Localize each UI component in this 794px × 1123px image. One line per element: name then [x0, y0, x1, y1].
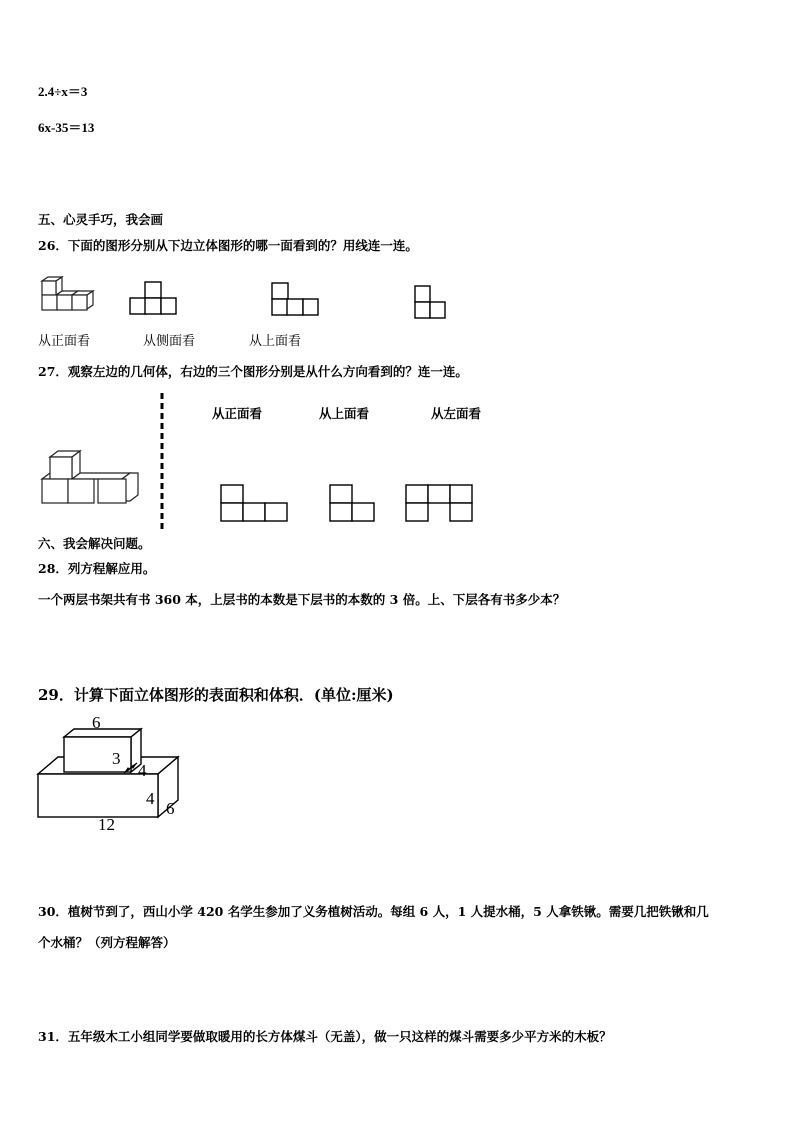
question-29-text: 29．计算下面立体图形的表面积和体积．(单位:厘米)	[38, 686, 394, 704]
q26-label-side: 从侧面看	[143, 334, 196, 349]
dashed-divider	[159, 393, 165, 533]
question-30-line-1: 30．植树节到了，西山小学 420 名学生参加了义务植树活动。每组 6 人，1 人提水桶，5 人拿铁锹。需要几把铁锹和几	[38, 904, 709, 919]
dim-small-height: 3	[112, 749, 121, 768]
dim-big-width: 6	[166, 799, 175, 818]
dim-big-height: 4	[146, 789, 155, 808]
q26-label-front: 从正面看	[38, 334, 91, 349]
equation-1: 2.4÷x＝3	[38, 84, 88, 99]
dim-small-length: 6	[92, 713, 101, 732]
question-26-text: 26．下面的图形分别从下边立体图形的哪一面看到的？用线连一连。	[38, 238, 418, 253]
q26-label-top: 从上面看	[249, 334, 302, 349]
dim-small-width: 4	[138, 761, 147, 780]
q27-view-label-left: 从左面看	[431, 406, 482, 421]
q27-view-shape-3	[405, 484, 473, 522]
question-30-line-2: 个水桶？（列方程解答）	[38, 935, 176, 950]
section-5-title: 五、心灵手巧，我会画	[38, 212, 164, 227]
equation-2: 6x-35＝13	[38, 120, 95, 135]
dim-big-length: 12	[98, 815, 115, 834]
section-6-title: 六、我会解决问题。	[38, 536, 151, 551]
q27-view-shape-1	[220, 484, 288, 522]
q26-view-shape-2	[271, 282, 319, 316]
q26-solid-figure	[38, 275, 98, 320]
question-28-text: 一个两层书架共有书 360 本，上层书的本数是下层书的本数的 3 倍。上、下层各有书多少本？	[38, 592, 566, 607]
question-31-text: 31．五年级木工小组同学要做取暖用的长方体煤斗（无盖），做一只这样的煤斗需要多少平方米的木板？	[38, 1029, 612, 1044]
q26-view-shape-1	[129, 281, 177, 315]
q26-view-shape-3	[414, 285, 446, 319]
question-28-title: 28．列方程解应用。	[38, 561, 156, 576]
q27-view-label-front: 从正面看	[212, 406, 263, 421]
q27-view-label-top: 从上面看	[319, 406, 370, 421]
q27-solid-figure	[42, 448, 142, 508]
question-27-text: 27．观察左边的几何体，右边的三个图形分别是从什么方向看到的？连一连。	[38, 364, 468, 379]
q27-view-shape-2	[329, 484, 375, 522]
q29-cuboid-figure	[36, 712, 186, 837]
